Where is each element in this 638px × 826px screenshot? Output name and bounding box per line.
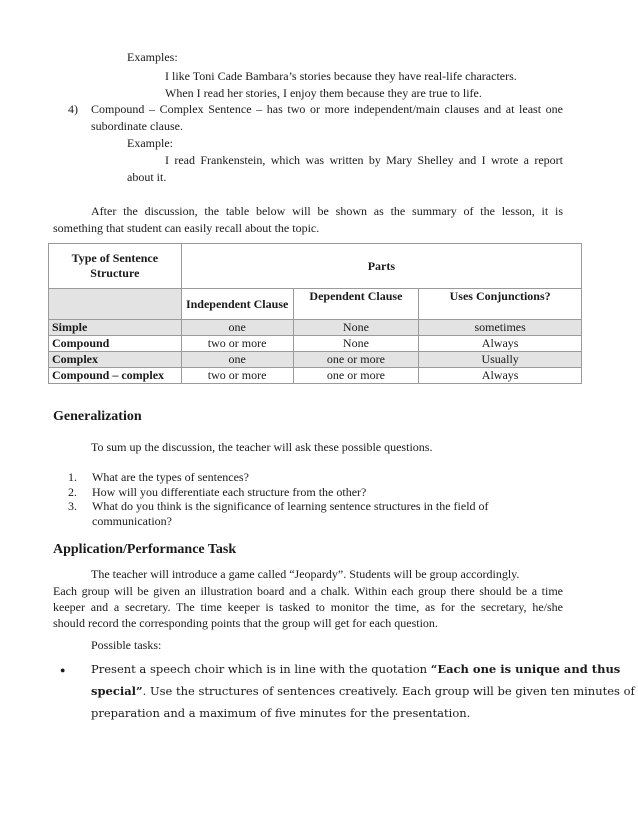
table-cell: one <box>181 352 293 368</box>
question-list-item <box>68 499 489 514</box>
application-heading: Application/Performance Task <box>53 542 237 557</box>
table-cell: Always <box>419 368 582 384</box>
table-cell: one or more <box>293 368 419 384</box>
table-subheader-row <box>49 289 582 320</box>
table-cell: Compound <box>49 336 182 352</box>
table-cell: two or more <box>181 368 293 384</box>
example-line-2: When I read her stories, I enjoy them because they are true to life. <box>165 86 482 100</box>
table-row <box>49 336 582 352</box>
application-line-4: should record the corresponding points that the group will get for each question. <box>53 616 438 630</box>
intro-line-2: something that student can easily recall about the topic. <box>53 221 320 235</box>
task-line-3: preparation and a maximum of five minutes for the presentation. <box>91 706 471 720</box>
question-text: What do you think is the significance of learning sentence structures in the field of <box>92 499 489 513</box>
quotation-text: “Each one is unique and thus <box>430 662 621 676</box>
question-text: How will you differentiate each structure from the other? <box>92 485 367 499</box>
table-header-row <box>49 244 582 289</box>
table-subheader-conjunctions: Uses Conjunctions? <box>419 289 582 320</box>
task-line-2 <box>91 680 635 702</box>
table-row <box>49 352 582 368</box>
question-text: What are the types of sentences? <box>92 470 249 484</box>
table-cell: Usually <box>419 352 582 368</box>
table-row <box>49 320 582 336</box>
example-line-1: I like Toni Cade Bambara’s stories because they have real-life characters. <box>165 69 517 83</box>
question-list-item <box>68 485 366 500</box>
table-cell: Always <box>419 336 582 352</box>
item-4-example-line-2: about it. <box>127 170 167 184</box>
task-text: Present a speech choir which is in line with the quotation <box>91 662 431 676</box>
table-cell: sometimes <box>419 320 582 336</box>
table-cell: None <box>293 336 419 352</box>
sentence-structure-table <box>48 243 582 384</box>
task-line-1 <box>91 658 620 680</box>
table-header-type: Type of Sentence Structure <box>49 244 182 289</box>
table-row <box>49 368 582 384</box>
table-subheader-empty <box>49 289 182 320</box>
generalization-heading: Generalization <box>53 409 142 424</box>
task-text: . Use the structures of sentences creatively. Each group will be given ten minutes of <box>142 684 635 698</box>
application-line-2: Each group will be given an illustration board and a chalk. Within each group there should be a time <box>53 584 563 598</box>
table-cell: None <box>293 320 419 336</box>
application-line-1: The teacher will introduce a game called “Jeopardy”. Students will be group accordingly. <box>91 567 520 581</box>
question-number: 3. <box>68 499 77 513</box>
item-4-number: 4) <box>68 102 78 116</box>
examples-label: Examples: <box>127 50 178 64</box>
table-subheader-independent: Independent Clause <box>181 289 293 320</box>
question-number: 2. <box>68 485 77 499</box>
table-subheader-dependent: Dependent Clause <box>293 289 419 320</box>
table-header-parts: Parts <box>181 244 581 289</box>
table-cell: Compound – complex <box>49 368 182 384</box>
table-cell: one or more <box>293 352 419 368</box>
question-3-continued: communication? <box>92 514 172 528</box>
question-list-item <box>68 470 249 485</box>
table-cell: two or more <box>181 336 293 352</box>
item-4-example-line-1: I read Frankenstein, which was written by Mary Shelley and I wrote a report <box>165 153 563 167</box>
table-cell: Complex <box>49 352 182 368</box>
bullet-icon: ● <box>60 665 66 675</box>
table-cell: Simple <box>49 320 182 336</box>
question-number: 1. <box>68 470 77 484</box>
table-cell: one <box>181 320 293 336</box>
item-4-example-label: Example: <box>127 136 173 150</box>
possible-tasks-label: Possible tasks: <box>91 638 162 652</box>
item-4-line-1: Compound – Complex Sentence – has two or more independent/main clauses and at least one <box>91 102 563 116</box>
quotation-text: special” <box>91 684 143 698</box>
intro-line-1: After the discussion, the table below will be shown as the summary of the lesson, it is <box>91 204 563 218</box>
item-4-line-2: subordinate clause. <box>91 119 183 133</box>
application-line-3: keeper and a secretary. The time keeper is tasked to monitor the time, as for the secretary, he/she <box>53 600 563 614</box>
generalization-intro: To sum up the discussion, the teacher will ask these possible questions. <box>91 440 433 454</box>
